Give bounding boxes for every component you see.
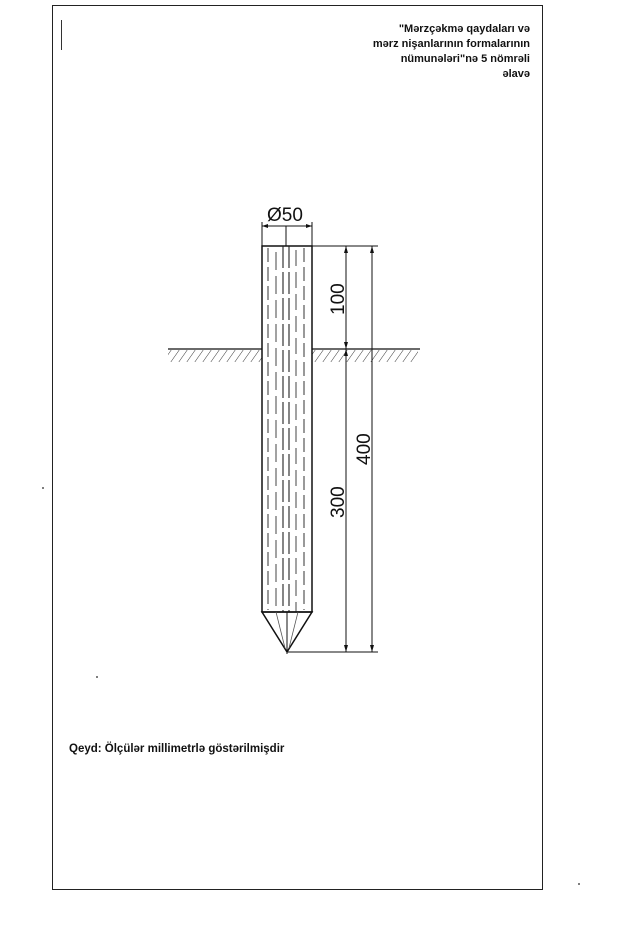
annex-line-2: mərz nişanlarının formalarının: [372, 38, 530, 50]
dimension-100-label: 100: [328, 283, 349, 315]
annex-line-3: nümunələri"nə 5 nömrəli: [400, 53, 530, 65]
annex-line-4: əlavə: [502, 68, 530, 80]
dimension-400-label: 400: [354, 433, 375, 465]
scan-speck: [578, 883, 580, 885]
post-tip: [262, 612, 312, 654]
post-body: [262, 226, 312, 612]
diameter-label: Ø50: [267, 205, 303, 226]
scan-speck: [96, 676, 98, 678]
dimension-300-label: 300: [328, 486, 349, 518]
annex-line-1: "Mərzçəkmə qaydaları və: [398, 23, 530, 35]
note-text: Qeyd: Ölçülər millimetrlə göstərilmişdir: [69, 743, 285, 755]
scan-speck: [42, 487, 44, 489]
ground-hatching: [168, 349, 420, 362]
